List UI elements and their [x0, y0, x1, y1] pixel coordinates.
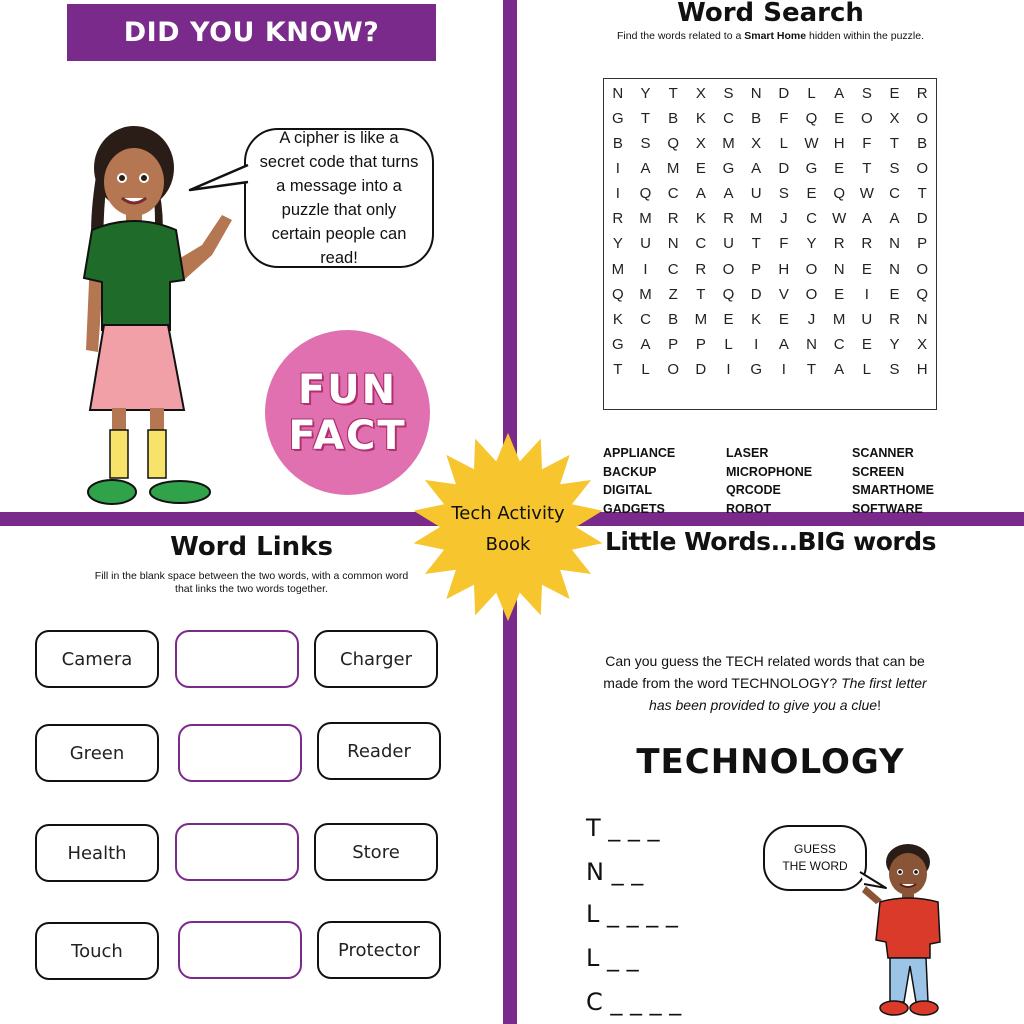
word-search-cell[interactable]: T — [862, 160, 872, 178]
word-search-cell[interactable]: I — [781, 360, 786, 378]
word-search-cell[interactable]: A — [889, 210, 900, 228]
word-search-cell[interactable]: L — [779, 135, 788, 153]
fun-fact-line: FACT — [288, 412, 407, 459]
word-search-cell[interactable]: U — [640, 235, 651, 253]
word-search-cell[interactable]: C — [640, 310, 651, 328]
word-search-cell[interactable]: O — [667, 360, 679, 378]
technology-word: TECHNOLOGY — [636, 742, 905, 782]
word-search-word: GADGETS — [603, 501, 665, 516]
speech-line: secret code that turns — [259, 153, 419, 171]
speech-line: A cipher is like a — [279, 129, 399, 147]
word-search-cell[interactable]: R — [833, 235, 845, 253]
word-search-word: QRCODE — [726, 483, 781, 497]
word-search-cell[interactable]: Q — [722, 285, 735, 303]
word-search-cell[interactable]: K — [751, 310, 762, 328]
speech-line: read! — [320, 249, 358, 267]
word-search-word: APPLIANCE — [603, 446, 676, 460]
word-links-subtitle: Fill in the blank space between the two words, with a common word that links the two words together. — [94, 570, 409, 595]
word-search-cell[interactable]: Q — [639, 185, 652, 203]
word-links-left-word: Health — [35, 824, 159, 882]
word-search-cell[interactable]: B — [668, 110, 679, 128]
word-search-cell[interactable]: P — [751, 260, 762, 278]
word-search-word: DIGITAL — [603, 483, 653, 497]
word-search-cell[interactable]: W — [832, 210, 847, 228]
word-search-cell[interactable]: R — [861, 235, 873, 253]
word-search-cell[interactable]: I — [643, 260, 648, 278]
word-links-blank-input[interactable] — [175, 823, 299, 881]
word-search-cell[interactable]: M — [639, 210, 652, 228]
word-search-cell[interactable]: A — [778, 335, 789, 353]
word-links-right-word: Reader — [317, 722, 441, 780]
word-search-cell[interactable]: D — [695, 360, 707, 378]
speech-line: a message into a — [276, 177, 402, 195]
word-links-left-word: Touch — [35, 922, 159, 980]
word-search-cell[interactable]: E — [834, 160, 845, 178]
word-search-cell[interactable]: E — [834, 110, 845, 128]
word-search-cell[interactable]: I — [754, 335, 759, 353]
word-search-cell[interactable]: X — [695, 135, 706, 153]
word-search-cell[interactable]: A — [723, 185, 734, 203]
word-search-word: SCANNER — [852, 446, 914, 460]
word-search-cell[interactable]: Q — [805, 110, 818, 128]
word-search-word: SOFTWARE — [852, 501, 923, 516]
word-search-cell[interactable]: O — [916, 260, 928, 278]
word-search-cell[interactable]: I — [615, 160, 620, 178]
word-search-title: Word Search — [677, 0, 864, 28]
tech-activity-book-label: Tech Activity Book — [451, 503, 565, 555]
word-search-cell[interactable]: M — [694, 310, 708, 328]
word-search-word: SCREEN — [852, 464, 905, 479]
word-search-cell[interactable]: Y — [889, 335, 900, 353]
word-search-cell[interactable]: C — [723, 110, 734, 128]
word-search-cell[interactable]: X — [889, 110, 900, 128]
word-search-cell[interactable]: N — [750, 85, 762, 103]
word-search-cell[interactable]: R — [612, 210, 624, 228]
word-search-cell[interactable]: K — [695, 210, 706, 228]
word-search-cell[interactable]: N — [889, 260, 900, 278]
word-links-right-word: Store — [314, 823, 438, 881]
fun-fact-badge — [265, 330, 430, 495]
word-search-cell[interactable]: T — [806, 360, 817, 378]
word-search-cell[interactable]: B — [668, 310, 679, 328]
word-search-cell[interactable]: R — [695, 260, 707, 278]
word-search-cell[interactable]: G — [722, 160, 735, 178]
word-search-cell[interactable]: R — [723, 210, 734, 228]
word-search-cell[interactable]: Y — [612, 235, 623, 253]
little-words-intro: Can you guess the TECH related words that can be made from the word TECHNOLOGY? The first letter has been provided to give you a clue! — [603, 653, 927, 713]
word-search-cell[interactable]: J — [780, 210, 788, 228]
word-search-cell[interactable]: T — [917, 185, 927, 203]
word-links-blank-input[interactable] — [178, 724, 302, 782]
word-search-cell[interactable]: Y — [806, 235, 817, 253]
word-search-cell[interactable]: N — [889, 235, 900, 253]
word-search-cell[interactable]: K — [695, 110, 706, 128]
word-search-cell[interactable]: O — [860, 110, 873, 128]
word-search-cell[interactable]: P — [917, 235, 928, 253]
word-search-cell[interactable]: E — [806, 185, 817, 203]
word-search-cell[interactable]: U — [723, 235, 734, 253]
word-search-cell[interactable]: C — [806, 210, 817, 228]
word-search-cell[interactable]: E — [889, 85, 900, 103]
word-search-cell[interactable]: F — [779, 235, 789, 253]
word-search-cell[interactable]: L — [862, 360, 871, 378]
word-search-cell[interactable]: W — [804, 135, 819, 153]
word-search-cell[interactable]: X — [917, 335, 928, 353]
word-search-word: BACKUP — [603, 464, 657, 479]
word-search-cell[interactable]: M — [749, 210, 763, 228]
word-links-right-word: Charger — [314, 630, 438, 688]
word-search-cell[interactable]: M — [639, 285, 652, 303]
word-links-right-word: Protector — [317, 921, 441, 979]
word-search-cell[interactable]: M — [722, 135, 735, 153]
word-search-cell[interactable]: N — [833, 260, 845, 278]
word-search-cell[interactable]: U — [750, 185, 762, 203]
word-search-cell[interactable]: T — [613, 360, 623, 378]
word-search-cell[interactable]: M — [832, 310, 846, 328]
word-search-cell[interactable]: B — [751, 110, 762, 128]
word-search-cell[interactable]: Q — [611, 285, 624, 303]
word-search-cell[interactable]: S — [889, 160, 900, 178]
word-search-cell[interactable]: X — [695, 85, 706, 103]
word-search-cell[interactable]: N — [806, 335, 817, 353]
word-search-cell[interactable]: Y — [640, 85, 651, 103]
guess-blank-line[interactable]: L _ _ _ _ — [586, 900, 678, 928]
word-search-cell[interactable]: E — [861, 335, 872, 353]
word-search-cell[interactable]: N — [916, 310, 928, 328]
word-search-cell[interactable]: L — [641, 360, 650, 378]
word-search-word: SMARTHOME — [852, 483, 934, 497]
speech-bubble — [244, 128, 434, 268]
word-search-cell[interactable]: A — [640, 160, 651, 178]
word-search-cell[interactable]: O — [916, 110, 928, 128]
word-search-cell[interactable]: O — [916, 160, 928, 178]
word-search-cell[interactable]: H — [916, 360, 928, 378]
word-search-cell[interactable]: M — [666, 160, 680, 178]
guess-blank-line[interactable]: C _ _ _ _ — [586, 988, 682, 1016]
word-search-cell[interactable]: R — [916, 85, 928, 103]
word-search-cell[interactable]: J — [807, 310, 816, 328]
word-search-cell[interactable]: Q — [833, 185, 845, 203]
word-search-cell[interactable]: P — [668, 335, 679, 353]
word-search-cell[interactable]: S — [640, 135, 651, 153]
word-search-cell[interactable]: A — [834, 85, 845, 103]
word-links-blank-input[interactable] — [178, 921, 302, 979]
word-search-cell[interactable]: F — [862, 135, 872, 153]
word-search-cell[interactable]: S — [889, 360, 900, 378]
word-links-left-word: Camera — [35, 630, 159, 688]
guess-blank-line[interactable]: N _ _ — [586, 858, 644, 886]
guess-blank-line[interactable]: T _ _ _ — [586, 814, 660, 842]
word-search-cell[interactable]: A — [861, 210, 872, 228]
word-search-cell[interactable]: N — [667, 235, 679, 253]
word-search-cell[interactable]: E — [834, 285, 845, 303]
word-search-cell[interactable]: W — [859, 185, 874, 203]
word-search-cell[interactable]: C — [667, 260, 679, 278]
guess-bubble-tail — [858, 870, 888, 894]
word-search-cell[interactable]: I — [726, 360, 731, 378]
word-search-cell[interactable]: G — [750, 360, 762, 378]
word-search-cell[interactable]: S — [861, 85, 872, 103]
word-search-cell[interactable]: A — [640, 335, 651, 353]
word-search-cell[interactable]: B — [917, 135, 928, 153]
word-search-cell[interactable]: T — [889, 135, 900, 153]
word-search-cell[interactable]: K — [612, 310, 623, 328]
word-search-cell[interactable]: D — [916, 210, 928, 228]
word-search-cell[interactable]: L — [724, 335, 733, 353]
word-search-cell[interactable]: I — [615, 185, 620, 203]
word-search-cell[interactable]: C — [695, 235, 707, 253]
word-search-word-list — [603, 444, 963, 518]
word-search-word: MICROPHONE — [726, 464, 813, 479]
speech-bubble-tail — [188, 160, 250, 200]
word-search-cell[interactable]: F — [779, 110, 789, 128]
speech-line: puzzle that only — [281, 201, 397, 219]
word-search-cell[interactable]: O — [722, 260, 735, 278]
word-search-cell[interactable]: E — [861, 260, 872, 278]
word-search-cell[interactable]: V — [778, 285, 789, 303]
word-search-cell[interactable]: O — [805, 260, 818, 278]
speech-line: certain people can — [271, 225, 407, 243]
word-search-cell[interactable]: Q — [916, 285, 928, 303]
word-search-cell[interactable]: G — [805, 160, 818, 178]
word-search-cell[interactable]: E — [723, 310, 734, 328]
did-you-know-banner: DID YOU KNOW? — [67, 4, 436, 61]
word-search-cell[interactable]: T — [751, 235, 761, 253]
word-search-cell[interactable]: R — [667, 210, 679, 228]
word-search-word: ROBOT — [726, 501, 772, 516]
word-search-cell[interactable]: G — [611, 335, 624, 353]
word-search-cell[interactable]: A — [751, 160, 762, 178]
word-search-cell[interactable]: N — [612, 85, 624, 103]
word-search-cell[interactable]: X — [751, 135, 762, 153]
word-search-cell[interactable]: H — [833, 135, 845, 153]
word-search-cell[interactable]: E — [695, 160, 706, 178]
word-search-cell[interactable]: S — [723, 85, 734, 103]
word-search-cell[interactable]: Q — [667, 135, 679, 153]
boy-illustration — [860, 842, 950, 1020]
word-links-title: Word Links — [170, 532, 333, 562]
word-search-cell[interactable]: U — [861, 310, 873, 328]
word-search-cell[interactable]: T — [696, 285, 706, 303]
word-search-cell[interactable]: G — [611, 110, 624, 128]
word-search-cell[interactable]: O — [805, 285, 818, 303]
word-links-left-word: Green — [35, 724, 159, 782]
word-search-cell[interactable]: I — [864, 285, 869, 303]
word-search-grid[interactable] — [603, 78, 937, 410]
word-search-word: LASER — [726, 446, 769, 460]
fun-fact-line: FUN — [297, 366, 398, 413]
guess-the-word-bubble: GUESS THE WORD — [763, 825, 867, 891]
word-search-cell[interactable]: C — [889, 185, 900, 203]
word-search-cell[interactable]: H — [778, 260, 790, 278]
word-search-cell[interactable]: L — [807, 85, 816, 103]
word-search-cell[interactable]: S — [778, 185, 789, 203]
word-search-cell[interactable]: Z — [668, 285, 678, 303]
word-search-cell[interactable]: C — [667, 185, 679, 203]
word-search-cell[interactable]: E — [778, 310, 789, 328]
little-words-title: Little Words...BIG words — [604, 527, 937, 556]
word-search-cell[interactable]: M — [611, 260, 625, 278]
guess-blank-line[interactable]: L _ _ — [586, 944, 639, 972]
word-search-cell[interactable]: D — [778, 85, 790, 103]
word-search-cell[interactable]: T — [640, 110, 651, 128]
word-search-subtitle: Find the words related to a Smart Home hidden within the puzzle. — [616, 30, 925, 42]
word-search-cell[interactable]: A — [695, 185, 706, 203]
word-links-blank-input[interactable] — [175, 630, 299, 688]
word-search-cell[interactable]: P — [695, 335, 706, 353]
word-search-cell[interactable]: B — [612, 135, 623, 153]
word-search-cell[interactable]: D — [750, 285, 762, 303]
word-search-cell[interactable]: E — [889, 285, 900, 303]
word-search-cell[interactable]: R — [889, 310, 900, 328]
word-search-cell[interactable]: D — [778, 160, 790, 178]
word-search-cell[interactable]: C — [833, 335, 845, 353]
word-search-cell[interactable]: T — [668, 85, 678, 103]
word-search-cell[interactable]: A — [834, 360, 845, 378]
